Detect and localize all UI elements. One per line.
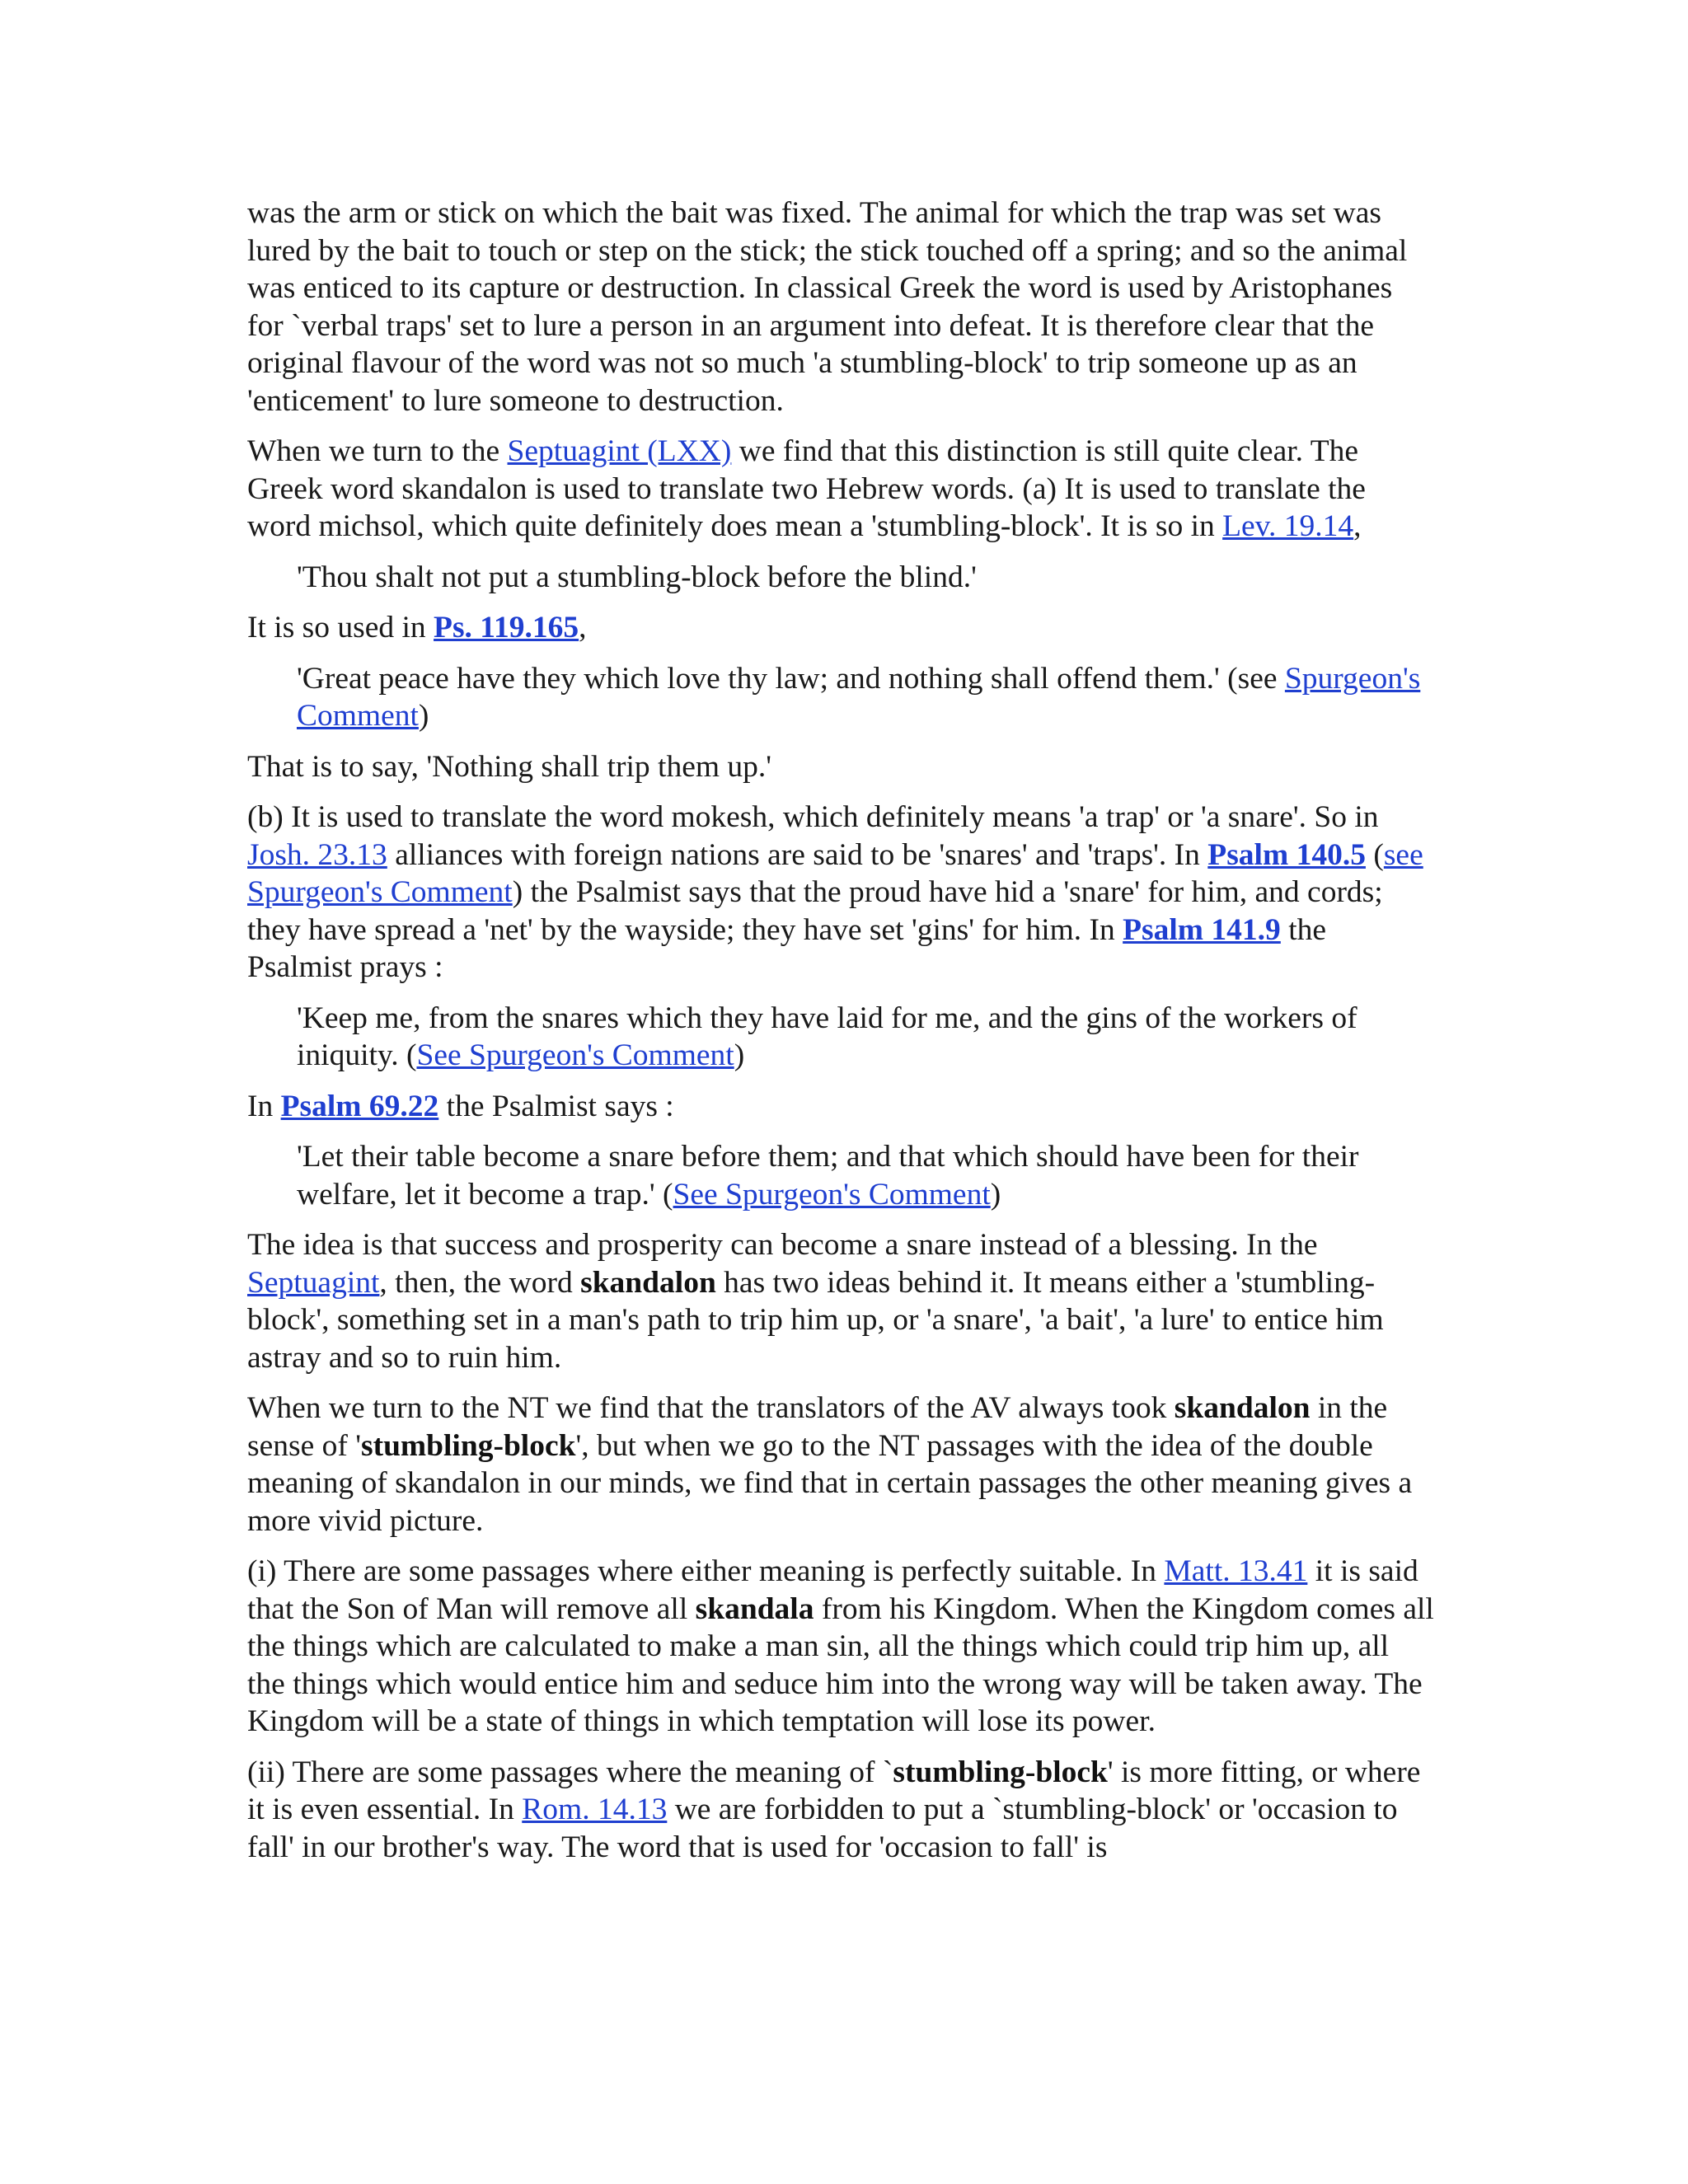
text-run: The idea is that success and prosperity can become a snare instead of a blessing. In the	[247, 1228, 1318, 1262]
link-psalm-140-5[interactable]: Psalm 140.5	[1207, 837, 1366, 872]
text-run: we find that this distinction is still quite clear. The Greek word skandalon is used to translate two Hebrew words. (a) It is used to translate the word michsol, which quite definitely does mean a 'stumbling-block'. It is so in	[247, 434, 1366, 543]
text-run: (ii) There are some passages where the meaning of `	[247, 1755, 893, 1789]
quote-keep-me	[247, 1000, 1434, 1075]
text-run: (b) It is used to translate the word mokesh, which definitely means 'a trap' or 'a snare'. So in	[247, 800, 1379, 834]
text-run: , then, the word	[379, 1265, 581, 1300]
quote-stumbling-block	[247, 559, 1434, 597]
text-run: alliances with foreign nations are said to be 'snares' and 'traps'. In	[387, 837, 1208, 872]
text-run: (	[1365, 837, 1384, 872]
text-run: In	[247, 1089, 281, 1123]
paragraph-psalm-69	[247, 1088, 1434, 1126]
paragraph-trip-them-up	[247, 748, 1434, 786]
text-run: it is said that the Son of Man will remove all	[247, 1554, 1418, 1626]
link-spurgeon-comment-psalm-140[interactable]: see Spurgeon's Comment	[247, 837, 1423, 909]
link-rom-14-13[interactable]: Rom. 14.13	[522, 1793, 668, 1826]
paragraph-either-meaning	[247, 1553, 1434, 1741]
link-ps-119-165[interactable]: Ps. 119.165	[434, 611, 579, 644]
link-spurgeon-comment-psalm-69[interactable]: See Spurgeon's Comment	[673, 1177, 991, 1212]
text-run: ,	[1353, 509, 1362, 543]
text-run: (i) There are some passages where either meaning is perfectly suitable. In	[247, 1554, 1165, 1588]
paragraph-bait-trap	[247, 194, 1434, 419]
text-run: the Psalmist prays :	[247, 912, 1327, 984]
bold-term: skandala	[695, 1591, 814, 1626]
text-run: )	[418, 699, 429, 733]
link-psalm-141-9[interactable]: Psalm 141.9	[1123, 912, 1281, 947]
quote-text: 'Great peace have they which love thy law; and nothing shall offend them.' (see	[297, 661, 1285, 696]
text-run: When we turn to the	[247, 434, 508, 468]
text-run: )	[990, 1177, 1001, 1212]
paragraph-nt-translators	[247, 1390, 1434, 1540]
link-spurgeon-comment-psalm-141[interactable]: See Spurgeon's Comment	[416, 1038, 734, 1072]
paragraph-stumbling-block-fitting	[247, 1754, 1434, 1867]
link-septuagint[interactable]: Septuagint	[247, 1265, 380, 1300]
quote-great-peace	[247, 660, 1434, 735]
bold-term: skandalon	[1174, 1391, 1311, 1425]
quote-text: 'Thou shalt not put a stumbling-block before the blind.'	[297, 560, 977, 594]
paragraph-text: was the arm or stick on which the bait was fixed. The animal for which the trap was set was lured by the bait to touch or step on the stick; the stick touched off a spring; and so the animal was enticed to its capture or destruction. In classical Greek the word is used by Aristophanes for `verbal traps' set to lure a person in an argument into defeat. It is therefore clear that the original flavour of the word was not so much 'a stumbling-block' to trip someone up as an 'enticement' to lure someone to destruction.	[247, 196, 1408, 418]
text-run: has two ideas behind it. It means either a 'stumbling-block', something set in a man's path to trip him up, or 'a snare', 'a bait', 'a lure' to entice him astray and so to ruin him.	[247, 1265, 1384, 1375]
text-run: )	[734, 1038, 745, 1072]
bold-term: skandalon	[580, 1265, 716, 1300]
text-run: ,	[579, 611, 587, 644]
link-matt-13-41[interactable]: Matt. 13.41	[1164, 1554, 1308, 1588]
text-run: from his Kingdom. When the Kingdom comes all the things which are calculated to make a man sin, all the things which could trip him up, all the things which would entice him and seduce him into the wrong way will be taken away. The Kingdom will be a state of things in which temptation will lose its power.	[247, 1591, 1434, 1738]
text-run: ' is more fitting, or where it is even essential. In	[247, 1755, 1421, 1826]
text-run: It is so used in	[247, 611, 434, 644]
paragraph-success-snare	[247, 1226, 1434, 1376]
link-josh-23-13[interactable]: Josh. 23.13	[247, 837, 387, 872]
quote-let-their-table	[247, 1138, 1434, 1213]
bold-term: stumbling-block	[360, 1428, 576, 1463]
paragraph-mokesh	[247, 799, 1434, 987]
paragraph-septuagint	[247, 433, 1434, 546]
link-lev-19-14[interactable]: Lev. 19.14	[1222, 509, 1354, 543]
bold-term: stumbling-block	[893, 1755, 1108, 1789]
paragraph-text: That is to say, 'Nothing shall trip them up.'	[247, 749, 772, 784]
text-run: ) the Psalmist says that the proud have hid a 'snare' for him, and cords; they have spread a 'net' by the wayside; they have set 'gins' for him. In	[247, 875, 1383, 947]
paragraph-ps-119	[247, 609, 1434, 647]
text-run: When we turn to the NT we find that the translators of the AV always took	[247, 1391, 1175, 1425]
text-run: the Psalmist says :	[438, 1089, 674, 1123]
text-run: in the sense of '	[247, 1391, 1388, 1463]
text-run: ', but when we go to the NT passages with the idea of the double meaning of skandalon in our minds, we find that in certain passages the other meaning gives a more vivid picture.	[247, 1428, 1413, 1538]
link-septuagint-lxx[interactable]: Septuagint (LXX)	[507, 434, 732, 468]
quote-text: 'Let their table become a snare before them; and that which should have been for their welfare, let it become a trap.' (	[297, 1140, 1359, 1212]
link-spurgeon-comment-ps-119[interactable]: Spurgeon's Comment	[297, 661, 1421, 733]
link-psalm-69-22[interactable]: Psalm 69.22	[280, 1089, 439, 1123]
text-run: we are forbidden to put a `stumbling-block' or 'occasion to fall' in our brother's way. The word that is used for 'occasion to fall' is	[247, 1793, 1398, 1864]
document-page	[247, 194, 1434, 1879]
quote-text: 'Keep me, from the snares which they have laid for me, and the gins of the workers of iniquity. (	[297, 1001, 1357, 1072]
